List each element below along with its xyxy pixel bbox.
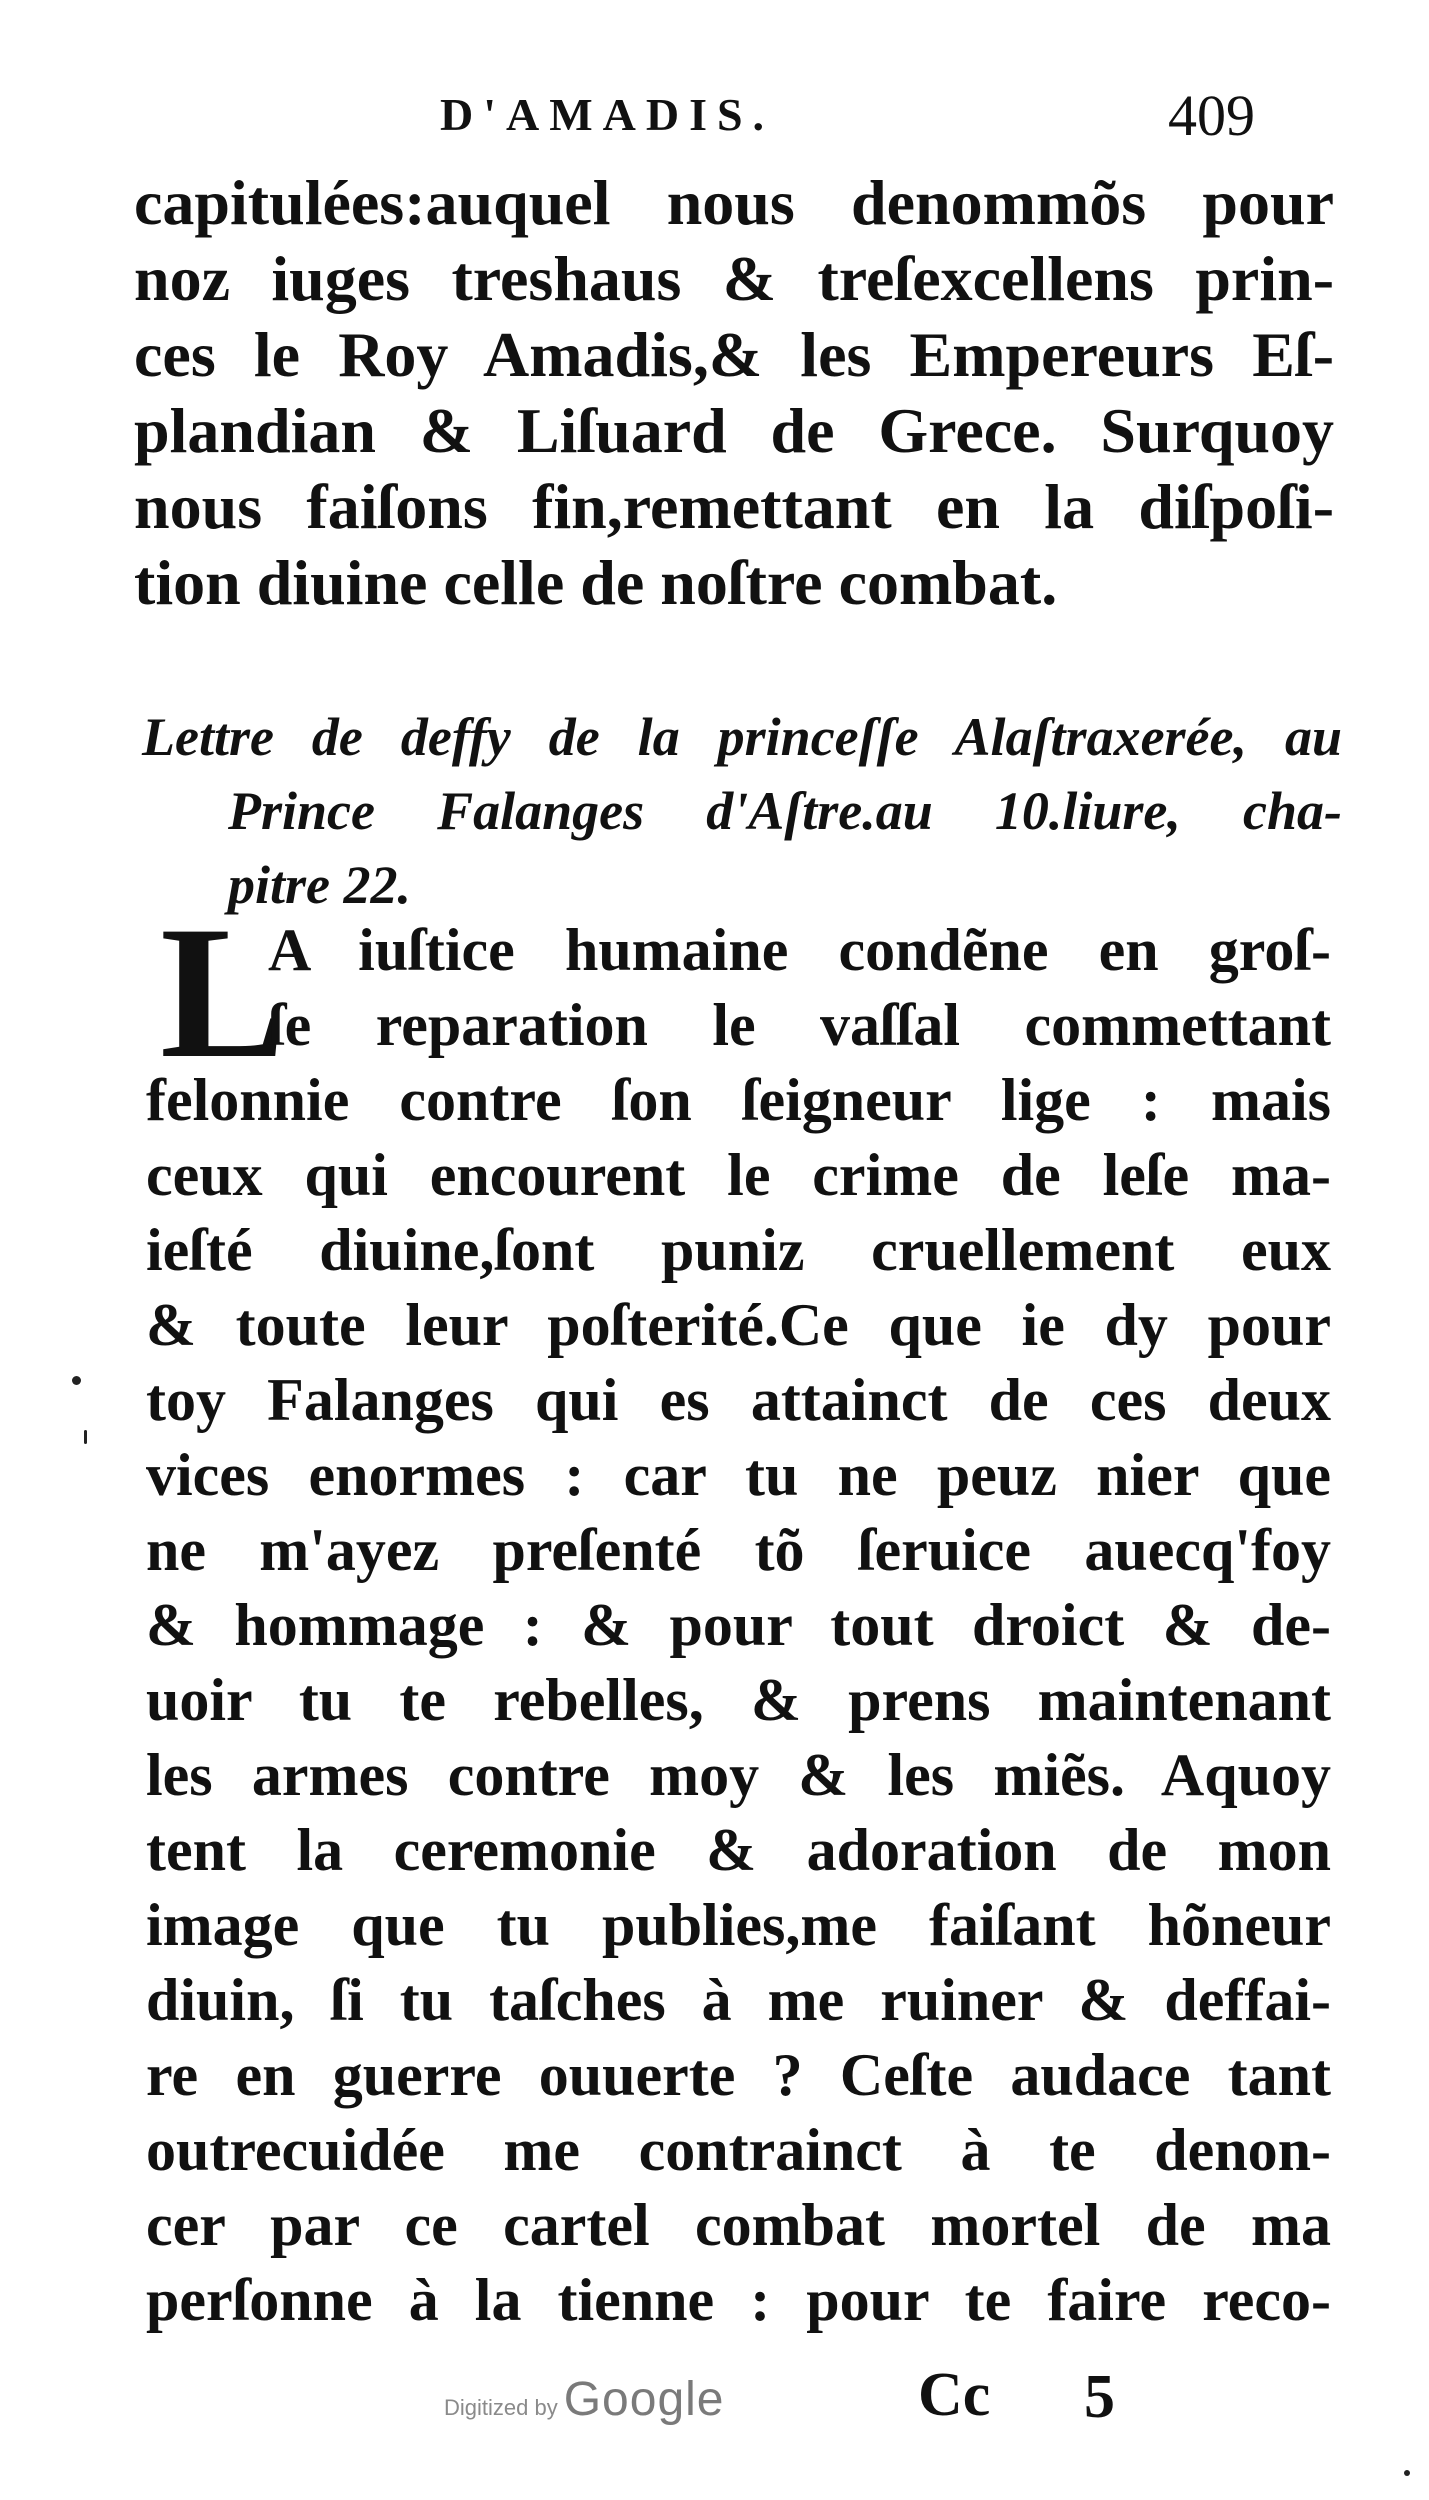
text-line: cer par ce cartel combat mortel de ma	[146, 2192, 1331, 2258]
digitized-by-google-watermark	[444, 2372, 725, 2427]
text-line: capitulées:auquel nous denommõs pour	[134, 167, 1334, 238]
text-line: image que tu publies,me faiſant hõneur	[146, 1892, 1331, 1958]
signature-mark: Cc	[918, 2361, 991, 2429]
digitized-by-label: Digitized by	[444, 2395, 558, 2420]
ink-speck	[1404, 2470, 1410, 2476]
text-line: noz iuges treshaus & treſexcellens prin-	[134, 243, 1334, 314]
text-line: plandian & Liſuard de Grece. Surquoy	[134, 395, 1334, 466]
text-block-closing	[134, 165, 1334, 621]
text-line: felonnie contre ſon ſeigneur lige : mais	[146, 1067, 1331, 1133]
page-number: 409	[1168, 83, 1255, 148]
text-line: perſonne à la tienne : pour te faire reco-	[146, 2267, 1331, 2333]
text-line: les armes contre moy & les miẽs. Aquoy	[146, 1742, 1331, 1808]
text-line: toy Falanges qui es attainct de ces deux	[146, 1367, 1331, 1433]
signature-number: 5	[1084, 2363, 1115, 2431]
text-line: re en guerre ouuerte ? Ceſte audace tant	[146, 2042, 1331, 2108]
text-line: uoir tu te rebelles, & prens maintenant	[146, 1667, 1331, 1733]
text-line: outrecuidée me contrainct à te denon-	[146, 2117, 1331, 2183]
text-line: vices enormes : car tu ne peuz nier que	[146, 1442, 1331, 1508]
text-line: tent la ceremonie & adoration de mon	[146, 1817, 1331, 1883]
text-line: tion diuine celle de noſtre combat.	[134, 547, 1058, 618]
google-logo: Google	[563, 2373, 725, 2426]
text-line: A iuſtice humaine condẽne en groſ-	[268, 917, 1331, 983]
text-line: & hommage : & pour tout droict & de-	[146, 1592, 1331, 1658]
text-line: nous faiſons fin,remettant en la diſpoſi-	[134, 471, 1334, 542]
ink-speck	[84, 1430, 87, 1444]
text-line: diuin, ſi tu taſches à me ruiner & deffai-	[146, 1967, 1331, 2033]
text-line: ieſté diuine,ſont puniz cruellement eux	[146, 1217, 1331, 1283]
running-head: D'AMADIS.	[440, 89, 775, 140]
heading-line: Prince Falanges d'Aſtre.au 10.liure, cha-	[228, 781, 1342, 841]
drop-cap: L	[160, 888, 287, 1098]
text-line: ceux qui encourent le crime de leſe ma-	[146, 1142, 1331, 1208]
text-line: & toute leur poſterité.Ce que ie dy pour	[146, 1292, 1331, 1358]
text-line: ſe reparation le vaſſal commettant	[268, 992, 1331, 1058]
letter-heading	[142, 700, 1342, 922]
heading-line: Lettre de deffy de la princeſſe Alaſtraxerée, au	[142, 707, 1342, 767]
heading-line: pitre 22.	[228, 855, 411, 915]
ink-speck	[72, 1376, 81, 1385]
text-line: ne m'ayez preſenté tõ ſeruice auecq'foy	[146, 1517, 1331, 1583]
text-line: ces le Roy Amadis,& les Empereurs Eſ-	[134, 319, 1334, 390]
letter-body	[146, 888, 1331, 2338]
